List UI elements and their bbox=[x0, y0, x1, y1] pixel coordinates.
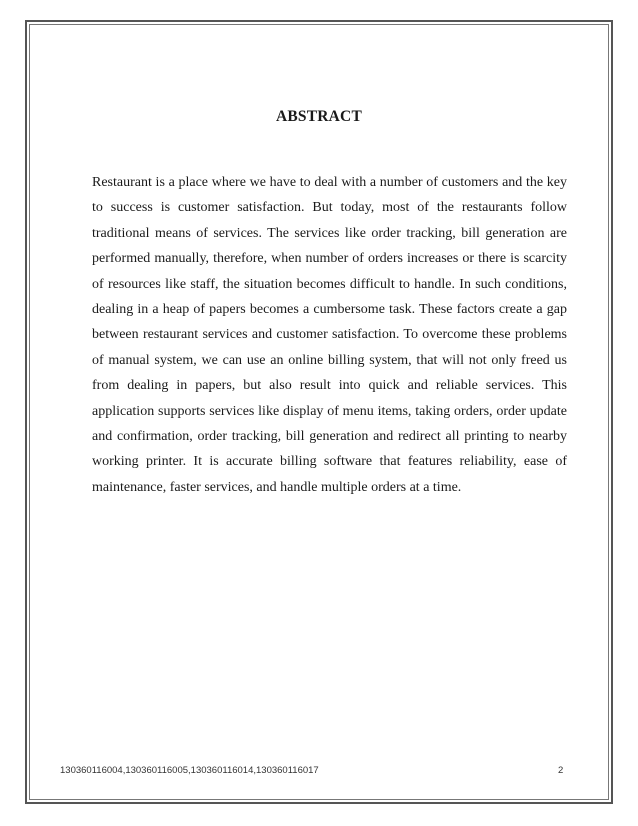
footer-enrollment-ids: 130360116004,130360116005,130360116014,130360116017 bbox=[60, 765, 319, 776]
footer-page-number: 2 bbox=[558, 765, 564, 776]
page-title-text: ABSTRACT bbox=[275, 108, 362, 125]
abstract-paragraph: Restaurant is a place where we have to deal with a number of customers and the key to success is customer satisfaction. But today, most of the restaurants follow traditional means of services. The services like order tracking, bill generation are performed manually, therefore, when number of orders increases or there is scarcity of resources like staff, the situation becomes difficult to handle. In such conditions, dealing in a heap of papers becomes a cumbersome task. These factors create a gap between restaurant services and customer satisfaction. To overcome these problems of manual system, we can use an online billing system, that will not only freed us from dealing in papers, but also result into quick and reliable services. This application supports services like display of menu items, taking orders, order update and confirmation, order tracking, bill generation and redirect all printing to nearby working printer. It is accurate billing software that features reliability, ease of maintenance, faster services, and handle multiple orders at a time. bbox=[92, 175, 567, 495]
page-title bbox=[0, 108, 638, 126]
